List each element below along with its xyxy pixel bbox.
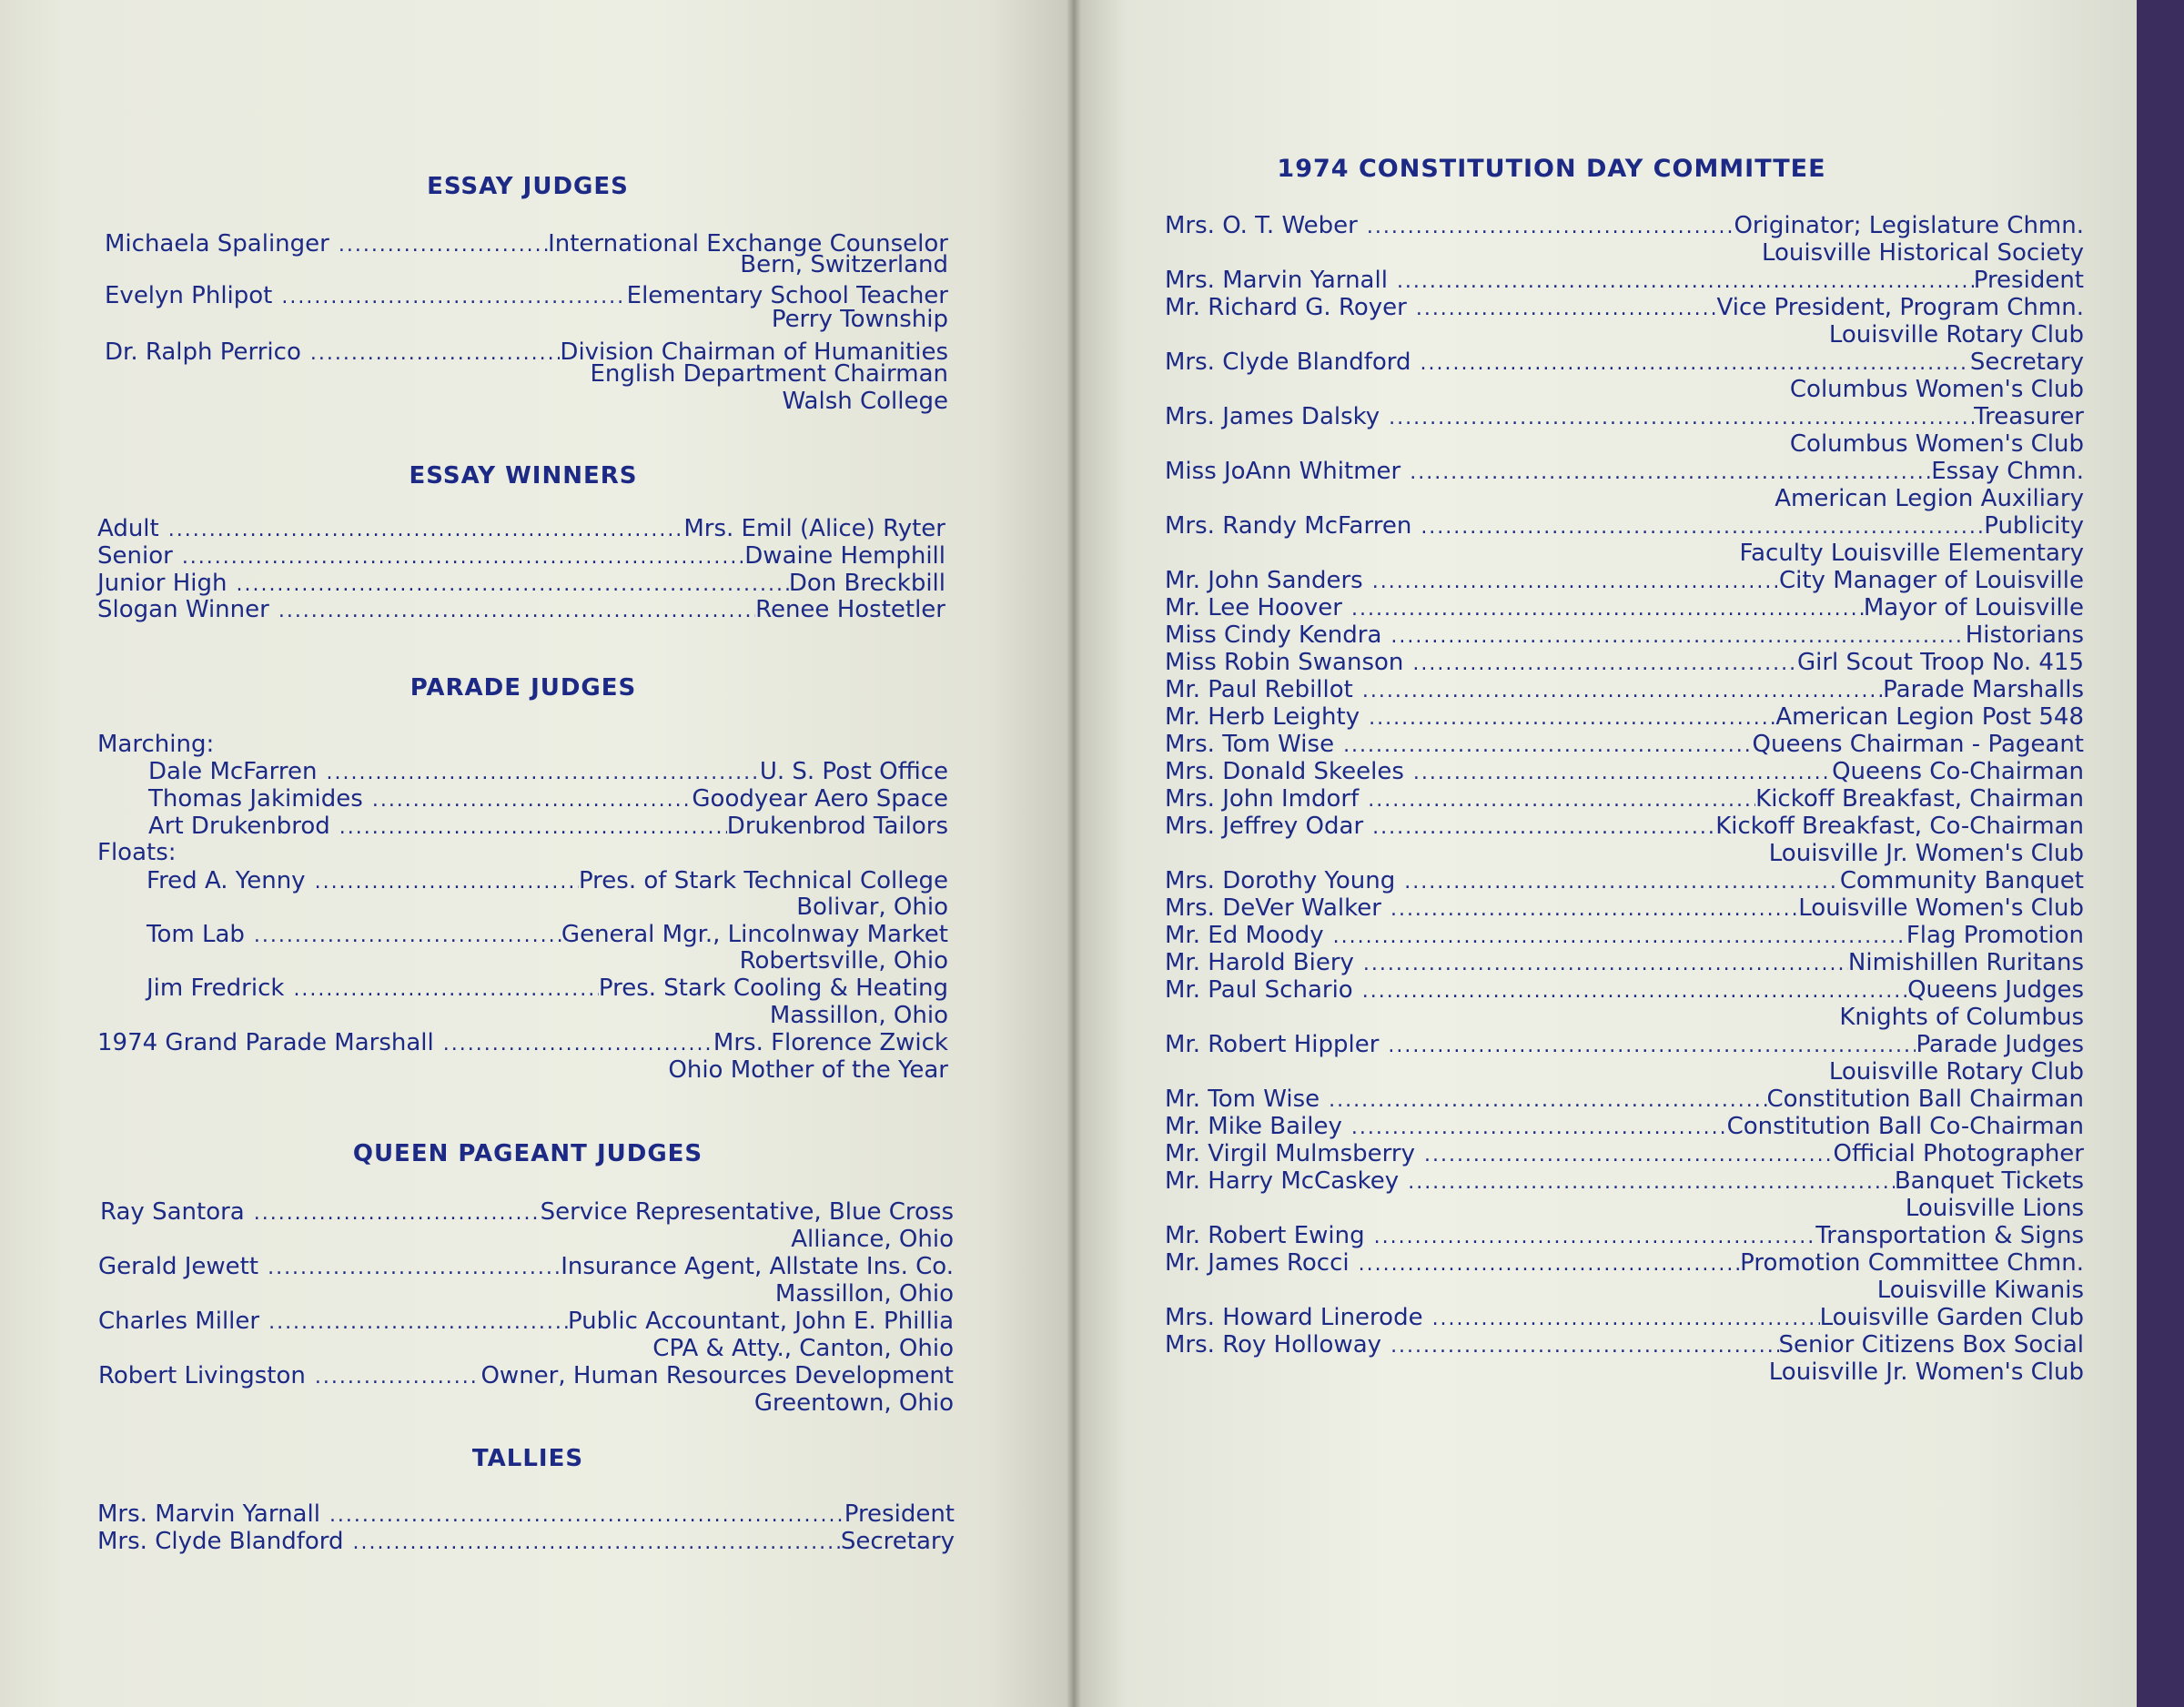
committee-entry bbox=[1165, 512, 2084, 541]
entry-role: Flag Promotion bbox=[1906, 922, 2084, 949]
entry-continuation: CPA & Atty., Canton, Ohio bbox=[652, 1335, 954, 1362]
entry-role: Parade Marshalls bbox=[1883, 676, 2084, 703]
leader-dots bbox=[353, 1530, 841, 1557]
entry-continuation: Walsh College bbox=[782, 388, 948, 415]
committee-entry bbox=[1165, 758, 2084, 787]
entry-name: Miss Cindy Kendra bbox=[1165, 621, 1382, 649]
entry-name: Mr. Richard G. Royer bbox=[1165, 294, 1407, 321]
entry-role: Kickoff Breakfast, Co-Chairman bbox=[1715, 813, 2084, 840]
leader-dots bbox=[1369, 705, 1775, 732]
left-page bbox=[0, 0, 1074, 1707]
entry-role: Mrs. Florence Zwick bbox=[713, 1029, 948, 1056]
committee-entry bbox=[1165, 949, 2084, 978]
leader-dots bbox=[182, 544, 744, 571]
entry-role: Louisville Women's Club bbox=[1798, 894, 2084, 922]
entry-name: Mr. Tom Wise bbox=[1165, 1086, 1320, 1113]
entry-role: Mrs. Emil (Alice) Ryter bbox=[683, 515, 945, 542]
entry-role: Publicity bbox=[1984, 512, 2084, 540]
entry-role: Drukenbrod Tailors bbox=[726, 813, 948, 840]
entry-role: Community Banquet bbox=[1839, 867, 2084, 894]
entry-name: Mr. Virgil Mulmsberry bbox=[1165, 1140, 1415, 1167]
committee-entry bbox=[1165, 403, 2084, 432]
entry-continuation: Louisville Rotary Club bbox=[1828, 1058, 2084, 1086]
queen-pageant-judges-heading: QUEEN PAGEANT JUDGES bbox=[352, 1140, 703, 1167]
entry-name: Mrs. James Dalsky bbox=[1165, 403, 1380, 430]
leader-dots bbox=[310, 340, 561, 368]
entry-role: Nimishillen Ruritans bbox=[1847, 949, 2084, 976]
essay-winner-entry bbox=[97, 542, 945, 571]
entry-role: Goodyear Aero Space bbox=[692, 785, 948, 813]
committee-entry bbox=[1165, 703, 2084, 732]
entry-continuation: Ohio Mother of the Year bbox=[668, 1056, 948, 1084]
entry-role: Originator; Legislature Chmn. bbox=[1734, 212, 2084, 239]
leader-dots bbox=[1343, 732, 1752, 760]
queen-judge-entry bbox=[98, 1362, 954, 1391]
entry-name: Mr. Harry McCaskey bbox=[1165, 1167, 1400, 1195]
leader-dots bbox=[1388, 1033, 1916, 1060]
committee-entry bbox=[1165, 567, 2084, 596]
entry-continuation: Massillon, Ohio bbox=[774, 1280, 954, 1308]
entry-name: Mr. Robert Ewing bbox=[1165, 1222, 1365, 1249]
entry-name: Mr. Lee Hoover bbox=[1165, 594, 1342, 621]
entry-name: Robert Livingston bbox=[98, 1362, 306, 1389]
entry-name: Junior High bbox=[97, 570, 228, 597]
entry-role: Insurance Agent, Allstate Ins. Co. bbox=[561, 1253, 954, 1280]
entry-name: Adult bbox=[97, 515, 159, 542]
leader-dots bbox=[339, 814, 727, 842]
leader-dots bbox=[1389, 405, 1974, 432]
committee-entry bbox=[1165, 458, 2084, 487]
entry-role: Kickoff Breakfast, Chairman bbox=[1755, 785, 2084, 813]
leader-dots bbox=[327, 760, 760, 787]
committee-entry bbox=[1165, 1113, 2084, 1142]
entry-continuation: Louisville Kiwanis bbox=[1876, 1277, 2084, 1304]
tally-entry bbox=[97, 1528, 955, 1557]
marching-judge-entry bbox=[148, 785, 948, 814]
leader-dots bbox=[1432, 1306, 1820, 1333]
entry-name: Mr. Paul Schario bbox=[1165, 976, 1353, 1004]
entry-name: Mrs. Jeffrey Odar bbox=[1165, 813, 1364, 840]
leader-dots bbox=[1412, 651, 1797, 678]
leader-dots bbox=[293, 976, 598, 1004]
leader-dots bbox=[278, 598, 755, 625]
committee-entry bbox=[1165, 676, 2084, 705]
entry-role: Vice President, Program Chmn. bbox=[1716, 294, 2084, 321]
entry-role: Owner, Human Resources Development bbox=[480, 1362, 954, 1389]
leader-dots bbox=[1397, 268, 1974, 296]
entry-continuation: Alliance, Ohio bbox=[791, 1226, 954, 1253]
leader-dots bbox=[1390, 623, 1965, 651]
book-gutter bbox=[1067, 0, 1081, 1707]
entry-name: Tom Lab bbox=[147, 921, 245, 948]
entry-name: Mr. Herb Leighty bbox=[1165, 703, 1360, 731]
leader-dots bbox=[1351, 1115, 1727, 1142]
leader-dots bbox=[281, 284, 626, 311]
entry-role: Mayor of Louisville bbox=[1863, 594, 2084, 621]
committee-entry bbox=[1165, 976, 2084, 1005]
committee-entry bbox=[1165, 1167, 2084, 1197]
entry-role: Girl Scout Troop No. 415 bbox=[1796, 649, 2084, 676]
committee-entry bbox=[1165, 922, 2084, 951]
committee-entry bbox=[1165, 894, 2084, 924]
entry-name: Mr. Ed Moody bbox=[1165, 922, 1324, 949]
entry-role: Constitution Ball Co-Chairman bbox=[1726, 1113, 2084, 1140]
committee-entry bbox=[1165, 785, 2084, 814]
entry-continuation: Louisville Lions bbox=[1905, 1195, 2084, 1222]
committee-entry bbox=[1165, 594, 2084, 623]
entry-role: Treasurer bbox=[1974, 403, 2084, 430]
leader-dots bbox=[268, 1255, 561, 1282]
entry-continuation: Bolivar, Ohio bbox=[796, 894, 948, 921]
entry-role: Queens Co-Chairman bbox=[1832, 758, 2084, 785]
entry-continuation: Louisville Jr. Women's Club bbox=[1768, 1359, 2084, 1386]
committee-entry bbox=[1165, 1249, 2084, 1278]
entry-name: 1974 Grand Parade Marshall bbox=[97, 1029, 434, 1056]
leader-dots bbox=[1408, 1169, 1895, 1197]
entry-name: Mr. Harold Biery bbox=[1165, 949, 1354, 976]
entry-role: Promotion Committee Chmn. bbox=[1740, 1249, 2084, 1277]
marching-judge-entry bbox=[148, 758, 948, 787]
leader-dots bbox=[1351, 596, 1864, 623]
leader-dots bbox=[268, 1309, 568, 1337]
entry-role: General Mgr., Lincolnway Market bbox=[561, 921, 948, 948]
entry-name: Jim Fredrick bbox=[147, 975, 285, 1002]
leader-dots bbox=[254, 1200, 541, 1227]
committee-entry bbox=[1165, 348, 2084, 378]
entry-name: Miss JoAnn Whitmer bbox=[1165, 458, 1401, 485]
entry-name: Mr. James Rocci bbox=[1165, 1249, 1350, 1277]
leader-dots bbox=[1421, 350, 1970, 378]
entry-name: Mrs. Roy Holloway bbox=[1165, 1331, 1382, 1359]
entry-continuation: Faculty Louisville Elementary bbox=[1739, 540, 2084, 567]
queen-judge-entry bbox=[98, 1253, 954, 1282]
entry-name: Dale McFarren bbox=[148, 758, 318, 785]
leader-dots bbox=[1368, 787, 1755, 814]
entry-role: Secretary bbox=[1969, 348, 2084, 376]
entry-role: Parade Judges bbox=[1916, 1031, 2084, 1058]
entry-role: International Exchange Counselor bbox=[548, 230, 948, 258]
entry-role: Pres. Stark Cooling & Heating bbox=[598, 975, 948, 1002]
leader-dots bbox=[315, 1364, 481, 1391]
leader-dots bbox=[1410, 460, 1931, 487]
entry-role: Essay Chmn. bbox=[1931, 458, 2084, 485]
leader-dots bbox=[1421, 514, 1984, 541]
leader-dots bbox=[372, 787, 693, 814]
entry-role: Division Chairman of Humanities bbox=[560, 338, 948, 366]
tallies-heading: TALLIES bbox=[471, 1445, 584, 1472]
entry-name: Dr. Ralph Perrico bbox=[105, 338, 301, 366]
entry-continuation: English Department Chairman bbox=[590, 360, 948, 388]
entry-continuation: Columbus Women's Club bbox=[1789, 430, 2084, 458]
leader-dots bbox=[1390, 896, 1798, 924]
entry-name: Mr. Paul Rebillot bbox=[1165, 676, 1353, 703]
entry-role: Queens Chairman - Pageant bbox=[1752, 731, 2084, 758]
entry-role: Don Breckbill bbox=[788, 570, 945, 597]
entry-role: Historians bbox=[1965, 621, 2084, 649]
entry-role: Official Photographer bbox=[1833, 1140, 2084, 1167]
entry-name: Mrs. John Imdorf bbox=[1165, 785, 1360, 813]
tally-entry bbox=[97, 1500, 955, 1530]
entry-name: Mr. Robert Hippler bbox=[1165, 1031, 1380, 1058]
entry-continuation: Bern, Switzerland bbox=[740, 251, 948, 278]
entry-name: Slogan Winner bbox=[97, 596, 269, 623]
committee-entry bbox=[1165, 1331, 2084, 1360]
entry-name: Mrs. Marvin Yarnall bbox=[1165, 267, 1388, 294]
leader-dots bbox=[329, 1502, 844, 1530]
entry-continuation: Louisville Rotary Club bbox=[1828, 321, 2084, 348]
leader-dots bbox=[1390, 1333, 1778, 1360]
entry-name: Mrs. Marvin Yarnall bbox=[97, 1500, 320, 1528]
entry-name: Mrs. Clyde Blandford bbox=[1165, 348, 1411, 376]
entry-continuation: Greentown, Ohio bbox=[753, 1389, 954, 1417]
committee-heading: 1974 CONSTITUTION DAY COMMITTEE bbox=[1277, 155, 1826, 183]
leader-dots bbox=[1329, 1087, 1766, 1115]
entry-role: Senior Citizens Box Social bbox=[1778, 1331, 2084, 1359]
essay-winners-heading: ESSAY WINNERS bbox=[409, 462, 638, 490]
entry-name: Mrs. Clyde Blandford bbox=[97, 1528, 344, 1555]
entry-name: Mrs. DeVer Walker bbox=[1165, 894, 1381, 922]
entry-role: Transportation & Signs bbox=[1815, 1222, 2084, 1249]
entry-role: City Manager of Louisville bbox=[1778, 567, 2084, 594]
entry-role: President bbox=[844, 1500, 955, 1528]
entry-name: Art Drukenbrod bbox=[148, 813, 330, 840]
leader-dots bbox=[1372, 569, 1779, 596]
committee-entry bbox=[1165, 1304, 2084, 1333]
entry-role: Pres. of Stark Technical College bbox=[578, 867, 948, 894]
essay-winner-entry bbox=[97, 596, 945, 625]
entry-role: Constitution Ball Chairman bbox=[1766, 1086, 2084, 1113]
committee-entry bbox=[1165, 212, 2084, 241]
entry-role: U. S. Post Office bbox=[759, 758, 948, 785]
committee-entry bbox=[1165, 621, 2084, 651]
committee-entry bbox=[1165, 867, 2084, 896]
committee-entry bbox=[1165, 731, 2084, 760]
entry-role: Service Representative, Blue Cross bbox=[540, 1198, 954, 1226]
entry-continuation: Perry Township bbox=[771, 306, 948, 333]
entry-name: Mrs. Dorothy Young bbox=[1165, 867, 1396, 894]
entry-role: Queens Judges bbox=[1907, 976, 2084, 1004]
entry-name: Thomas Jakimides bbox=[148, 785, 363, 813]
leader-dots bbox=[1362, 978, 1907, 1005]
entry-name: Ray Santora bbox=[100, 1198, 245, 1226]
committee-entry bbox=[1165, 1140, 2084, 1169]
entry-role: American Legion Post 548 bbox=[1775, 703, 2084, 731]
leader-dots bbox=[1404, 869, 1840, 896]
leader-dots bbox=[1363, 951, 1848, 978]
leader-dots bbox=[1424, 1142, 1834, 1169]
essay-judges-heading: ESSAY JUDGES bbox=[427, 173, 629, 200]
entry-continuation: American Legion Auxiliary bbox=[1774, 485, 2084, 512]
entry-name: Gerald Jewett bbox=[98, 1253, 259, 1280]
committee-entry bbox=[1165, 267, 2084, 296]
marching-label: Marching: bbox=[97, 731, 215, 758]
entry-name: Evelyn Phlipot bbox=[105, 282, 273, 309]
entry-name: Mr. Mike Bailey bbox=[1165, 1113, 1342, 1140]
leader-dots bbox=[1374, 1224, 1816, 1251]
entry-name: Miss Robin Swanson bbox=[1165, 649, 1404, 676]
parade-judges-heading: PARADE JUDGES bbox=[410, 674, 637, 702]
entry-role: Renee Hostetler bbox=[755, 596, 945, 623]
entry-role: President bbox=[1973, 267, 2084, 294]
leader-dots bbox=[1333, 924, 1906, 951]
leader-dots bbox=[1362, 678, 1883, 705]
leader-dots bbox=[1367, 214, 1734, 241]
leader-dots bbox=[254, 923, 561, 950]
committee-entry bbox=[1165, 294, 2084, 323]
committee-entry bbox=[1165, 1031, 2084, 1060]
floats-judge-entry bbox=[147, 975, 948, 1004]
entry-name: Senior bbox=[97, 542, 173, 570]
entry-name: Charles Miller bbox=[98, 1308, 260, 1335]
essay-winner-entry bbox=[97, 515, 945, 544]
entry-name: Mr. John Sanders bbox=[1165, 567, 1363, 594]
entry-role: Louisville Garden Club bbox=[1819, 1304, 2084, 1331]
leader-dots bbox=[1413, 760, 1832, 787]
entry-role: Public Accountant, John E. Phillia bbox=[567, 1308, 954, 1335]
entry-name: Mrs. O. T. Weber bbox=[1165, 212, 1358, 239]
leader-dots bbox=[168, 517, 684, 544]
committee-entry bbox=[1165, 1222, 2084, 1251]
leader-dots bbox=[339, 232, 548, 259]
grand-marshall-entry bbox=[97, 1029, 948, 1058]
entry-continuation: Louisville Jr. Women's Club bbox=[1768, 840, 2084, 867]
entry-continuation: Louisville Historical Society bbox=[1761, 239, 2084, 267]
committee-entry bbox=[1165, 649, 2084, 678]
entry-continuation: Columbus Women's Club bbox=[1789, 376, 2084, 403]
entry-role: Banquet Tickets bbox=[1894, 1167, 2084, 1195]
entry-name: Michaela Spalinger bbox=[105, 230, 329, 258]
entry-continuation: Robertsville, Ohio bbox=[739, 947, 948, 975]
queen-judge-entry bbox=[100, 1198, 954, 1227]
marching-judge-entry bbox=[148, 813, 948, 842]
essay-winner-entry bbox=[97, 570, 945, 599]
leader-dots bbox=[236, 571, 788, 599]
queen-judge-entry bbox=[98, 1308, 954, 1337]
entry-name: Fred A. Yenny bbox=[147, 867, 306, 894]
entry-name: Mrs. Howard Linerode bbox=[1165, 1304, 1423, 1331]
committee-entry bbox=[1165, 1086, 2084, 1115]
entry-name: Mrs. Tom Wise bbox=[1165, 731, 1335, 758]
floats-judge-entry bbox=[147, 867, 948, 896]
entry-role: Elementary School Teacher bbox=[626, 282, 948, 309]
leader-dots bbox=[443, 1031, 713, 1058]
leader-dots bbox=[1372, 814, 1715, 842]
right-page bbox=[1074, 0, 2137, 1707]
entry-continuation: Massillon, Ohio bbox=[769, 1002, 948, 1029]
leader-dots bbox=[1416, 296, 1717, 323]
entry-continuation: Knights of Columbus bbox=[1839, 1004, 2084, 1031]
entry-name: Mrs. Donald Skeeles bbox=[1165, 758, 1404, 785]
entry-name: Mrs. Randy McFarren bbox=[1165, 512, 1412, 540]
committee-entry bbox=[1165, 813, 2084, 842]
floats-label: Floats: bbox=[97, 839, 177, 866]
entry-role: Secretary bbox=[840, 1528, 955, 1555]
leader-dots bbox=[315, 869, 579, 896]
entry-role: Dwaine Hemphill bbox=[744, 542, 945, 570]
floats-judge-entry bbox=[147, 921, 948, 950]
leader-dots bbox=[1359, 1251, 1741, 1278]
